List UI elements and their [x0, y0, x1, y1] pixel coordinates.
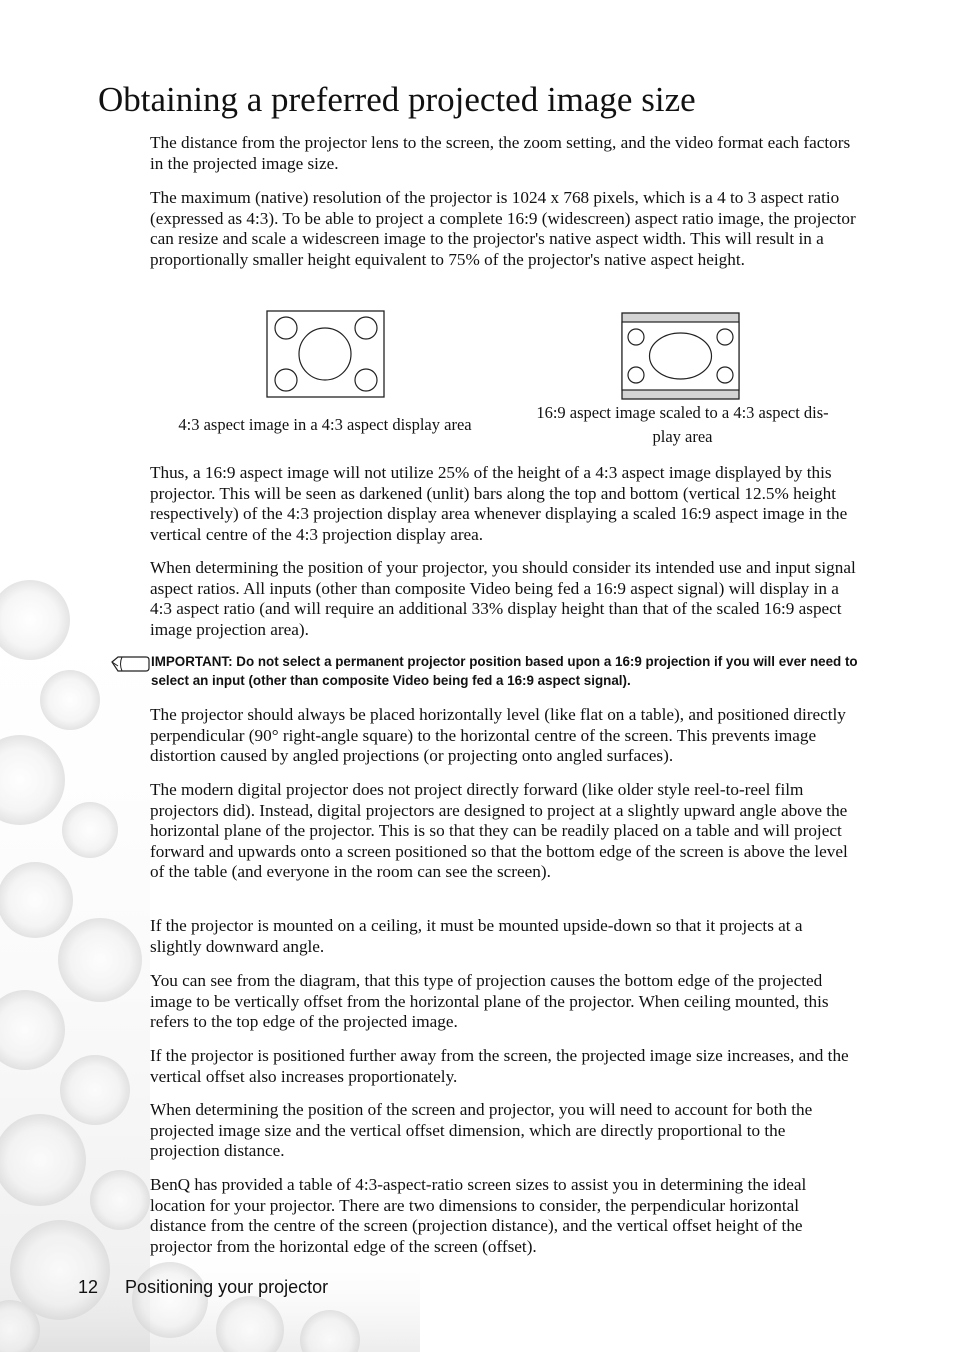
paragraph-5: The projector should always be placed horizontally level (like flat on a table), and positioned directly perpendicular (90° right-angle square) to the horizontal centre of the screen. This prevents image distortion caused by angled projections (or projecting onto angled surfaces). — [150, 705, 846, 765]
paragraph-2: The maximum (native) resolution of the projector is 1024 x 768 pixels, which is a 4 to 3 aspect ratio (expressed as 4:3). To be able to project a complete 16:9 (widescreen) aspect ratio image, the projector can resize and scale a widescreen image to the projector's native aspect width. This will result in a proportionally smaller height equivalent to 75% of the projector's native aspect height. — [150, 188, 856, 269]
paragraph-3: Thus, a 16:9 aspect image will not utilize 25% of the height of a 4:3 aspect image displayed by this projector. This will be seen as darkened (unlit) bars along the top and bottom (vertical 12.5% height respectively) of the 4:3 projection display area whenever displaying a scaled 16:9 aspect image in the vertical centre of the 4:3 projection display area. — [150, 463, 848, 544]
paragraph-4: When determining the position of your projector, you should consider its intended use and input signal aspect ratios. All inputs (other than composite Video being fed a 16:9 aspect signal) will display in a 4:3 aspect ratio (and will require an additional 33% display height than that of the scaled 16:9 aspect image projection area). — [150, 558, 856, 639]
paragraph-1: The distance from the projector lens to the screen, the zoom setting, and the video format each factors in the projected image size. — [150, 133, 851, 173]
left-figure-caption: 4:3 aspect image in a 4:3 aspect display area — [178, 415, 472, 434]
important-note: IMPORTANT: Do not select a permanent projector position based upon a 16:9 projection if you will ever need to select an input (other than composite Video being fed a 16:9 aspect signal). — [151, 654, 858, 688]
paragraph-11: BenQ has provided a table of 4:3-aspect-ratio screen sizes to assist you in determining the ideal location for your projector. There are two dimensions to consider, the perpendicular horizontal distance from the centre of the screen (projection distance), and the vertical offset height of the projector from the horizontal edge of the screen (offset). — [150, 1175, 807, 1256]
page-title: Obtaining a preferred projected image size — [98, 80, 696, 119]
paragraph-8: You can see from the diagram, that this type of projection causes the bottom edge of the projected image to be vertically offset from the horizontal plane of the projector. When ceiling mounted, this refers to the top edge of the projected image. — [150, 971, 829, 1031]
footer-section-title: Positioning your projector — [125, 1277, 329, 1297]
aspect-4x3-diagram — [266, 310, 386, 399]
right-caption-line-1: 16:9 aspect image scaled to a 4:3 aspect dis- — [536, 403, 829, 422]
pencil-note-icon — [110, 654, 150, 676]
paragraph-6: The modern digital projector does not project directly forward (like older style reel-to-reel film projectors did). Instead, digital projectors are designed to project at a slightly upward angle above the horizontal plane of the projector. This is so that they can be readily placed on a table and will project forward and upwards onto a screen positioned so that the bottom edge of the screen is above the level of the table (and everyone in the room can see the screen). — [150, 780, 848, 881]
right-figure-caption — [510, 401, 855, 449]
page-number: 12 — [78, 1277, 99, 1297]
page-footer — [78, 1277, 328, 1298]
aspect-16x9-diagram — [621, 312, 741, 401]
paragraph-9: If the projector is positioned further away from the screen, the projected image size increases, and the vertical offset also increases proportionately. — [150, 1046, 849, 1086]
paragraph-10: When determining the position of the screen and projector, you will need to account for both the projected image size and the vertical offset dimension, which are directly proportional to the projection distance. — [150, 1100, 813, 1160]
paragraph-7: If the projector is mounted on a ceiling, it must be mounted upside-down so that it projects at a slightly downward angle. — [150, 916, 803, 956]
right-caption-line-2: play area — [652, 427, 713, 446]
